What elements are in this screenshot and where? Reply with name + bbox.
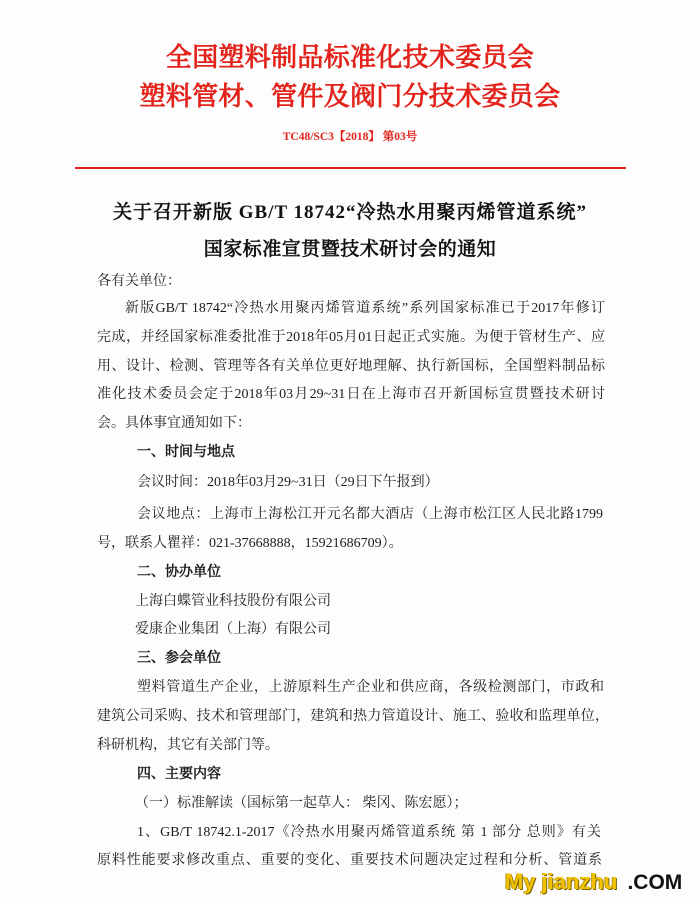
section-heading-participants: 三、参会单位: [137, 651, 221, 666]
intro-line: 新版GB/T 18742“冷热水用聚丙烯管道系统”系列国家标准已于2017年修订: [125, 301, 605, 316]
co-organizer-item: 上海白蝶管业科技股份有限公司: [135, 594, 331, 609]
content-subheading: （一）标准解读（国标第一起草人： 柴冈、陈宏愿）；: [135, 796, 468, 811]
intro-line: 用、设计、检测、管理等各有关单位更好地理解、执行新国标，全国塑料制品标: [97, 359, 605, 374]
meeting-contact: 号，联系人瞿祥：021-37668888，15921686709）。: [97, 536, 403, 551]
notice-title-line-1: 关于召开新版 GB/T 18742“冷热水用聚丙烯管道系统”: [112, 202, 588, 223]
notice-title-line-2: 国家标准宣贯暨技术研讨会的通知: [203, 239, 497, 260]
section-heading-main-content: 四、主要内容: [137, 767, 221, 782]
document-number: TC48/SC3【2018】 第03号: [282, 131, 418, 143]
participants-line: 建筑公司采购、技术和管理部门，建筑和热力管道设计、施工、验收和监理单位，: [97, 709, 609, 724]
section-heading-time-location: 一、时间与地点: [137, 445, 235, 460]
meeting-time: 会议时间：2018年03月29~31日（29日下午报到）: [137, 475, 439, 490]
content-line: 原料性能要求修改重点、重要的变化、重要技术问题决定过程和分析、管道系: [97, 853, 602, 868]
participants-line: 塑料管道生产企业，上游原料生产企业和供应商，各级检测部门，市政和: [137, 680, 604, 695]
header-red-divider: [75, 167, 626, 169]
issuing-subcommittee-name: 塑料管材、管件及阀门分技术委员会: [139, 82, 561, 111]
section-heading-co-organizers: 二、协办单位: [137, 565, 221, 580]
issuing-committee-name: 全国塑料制品标准化技术委员会: [165, 43, 535, 72]
salutation: 各有关单位：: [97, 274, 181, 289]
co-organizer-item: 爱康企业集团（上海）有限公司: [135, 622, 331, 637]
meeting-location: 会议地点：上海市上海松江开元名都大酒店（上海市松江区人民北路1799: [137, 507, 603, 522]
watermark-brand: My jianzhu: [505, 869, 618, 894]
watermark-suffix: .COM: [627, 871, 683, 894]
site-watermark: [505, 869, 682, 895]
content-line: 1、GB/T 18742.1-2017《冷热水用聚丙烯管道系统 第 1 部分 总则》有关: [137, 825, 601, 840]
intro-line: 会。具体事宜通知如下：: [97, 416, 251, 431]
intro-line: 准化技术委员会定于2018年03月29~31日在上海市召开新国标宣贯暨技术研讨: [97, 387, 605, 402]
participants-line: 科研机构，其它有关部门等。: [97, 738, 279, 753]
intro-line: 完成，并经国家标准委批准于2018年05月01日起正式实施。为便于管材生产、应: [97, 330, 605, 345]
